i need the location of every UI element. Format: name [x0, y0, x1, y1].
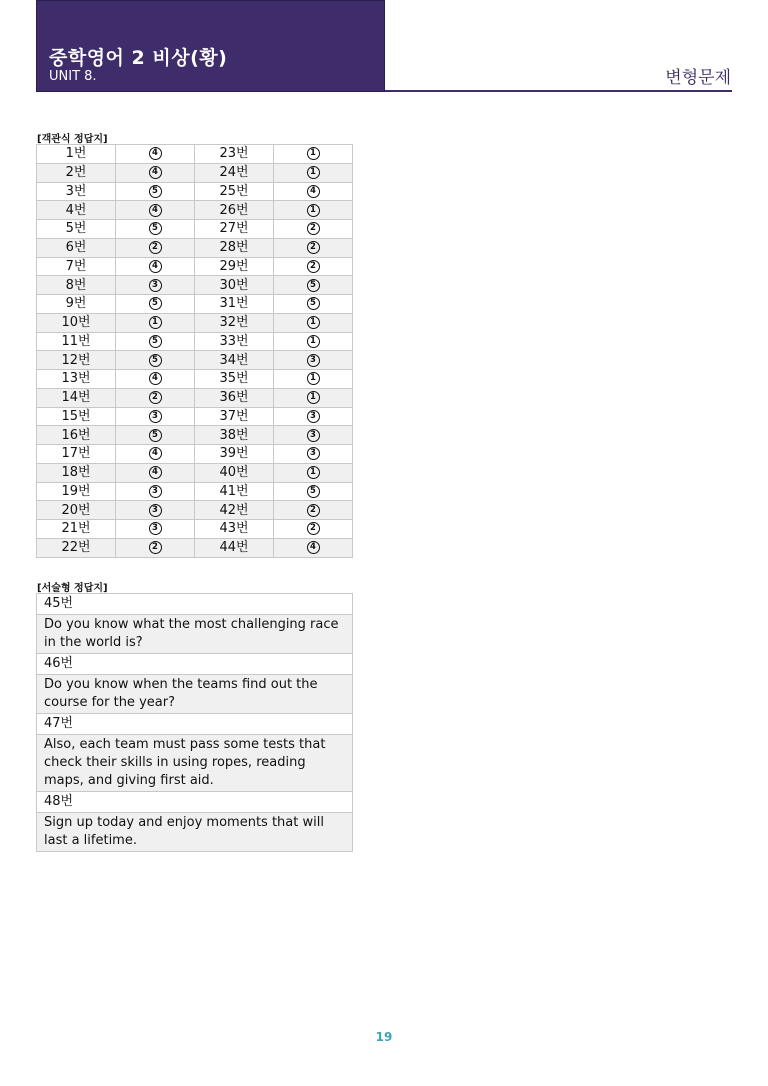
sa-answer-cell: Sign up today and enjoy moments that will last a lifetime.	[37, 813, 353, 852]
sa-number-cell: 46번	[37, 654, 353, 675]
sa-answer-cell: Do you know when the teams find out the course for the year?	[37, 675, 353, 714]
question-number-cell	[195, 501, 274, 520]
answer-choice-cell	[274, 295, 353, 314]
circled-number-icon: 1	[149, 316, 162, 329]
answer-choice-cell	[116, 501, 195, 520]
table-row	[37, 501, 353, 520]
circled-number-icon: 4	[149, 166, 162, 179]
question-label: 8번	[65, 277, 87, 293]
table-row	[37, 201, 353, 220]
circled-number-icon: 3	[149, 485, 162, 498]
answer-choice-cell	[116, 145, 195, 164]
question-label: 5번	[65, 221, 87, 237]
question-number-cell	[195, 463, 274, 482]
question-number-cell	[195, 313, 274, 332]
table-row	[37, 445, 353, 464]
question-label: 43번	[219, 521, 249, 537]
sa-number-row	[37, 714, 353, 735]
table-row	[37, 163, 353, 182]
answer-choice-cell	[116, 201, 195, 220]
question-label: 42번	[219, 502, 249, 518]
answer-choice-cell	[274, 145, 353, 164]
table-row	[37, 482, 353, 501]
circled-number-icon: 5	[149, 297, 162, 310]
sa-answer-cell: Do you know what the most challenging race in the world is?	[37, 615, 353, 654]
question-number-cell	[37, 295, 116, 314]
sa-answer-table	[36, 593, 353, 852]
circled-number-icon: 2	[149, 241, 162, 254]
sa-answer-row	[37, 675, 353, 714]
question-number-cell	[37, 501, 116, 520]
circled-number-icon: 5	[149, 335, 162, 348]
question-number-cell	[37, 388, 116, 407]
question-label: 2번	[65, 165, 87, 181]
question-number-cell	[195, 370, 274, 389]
answer-choice-cell	[116, 276, 195, 295]
circled-number-icon: 2	[307, 241, 320, 254]
question-number-cell	[37, 238, 116, 257]
header-unit: UNIT 8.	[49, 69, 97, 84]
circled-number-icon: 4	[149, 260, 162, 273]
circled-number-icon: 5	[307, 279, 320, 292]
sa-answer-row	[37, 813, 353, 852]
question-label: 33번	[219, 333, 249, 349]
question-number-cell	[195, 407, 274, 426]
circled-number-icon: 3	[307, 354, 320, 367]
question-label: 36번	[219, 390, 249, 406]
table-row	[37, 313, 353, 332]
answer-choice-cell	[274, 220, 353, 239]
answer-choice-cell	[274, 445, 353, 464]
circled-number-icon: 3	[307, 429, 320, 442]
circled-number-icon: 1	[307, 316, 320, 329]
mc-section-label: [객관식 정답지]	[37, 134, 108, 145]
answer-choice-cell	[116, 351, 195, 370]
question-label: 15번	[61, 408, 91, 424]
table-row	[37, 182, 353, 201]
table-row	[37, 332, 353, 351]
question-label: 38번	[219, 427, 249, 443]
question-number-cell	[195, 257, 274, 276]
question-number-cell	[195, 538, 274, 557]
sa-number-cell: 48번	[37, 792, 353, 813]
question-number-cell	[195, 276, 274, 295]
question-number-cell	[37, 163, 116, 182]
answer-choice-cell	[274, 520, 353, 539]
question-number-cell	[195, 332, 274, 351]
table-row	[37, 463, 353, 482]
question-label: 31번	[219, 296, 249, 312]
table-row	[37, 370, 353, 389]
question-label: 24번	[219, 165, 249, 181]
circled-number-icon: 4	[149, 372, 162, 385]
question-number-cell	[37, 520, 116, 539]
question-label: 27번	[219, 221, 249, 237]
answer-choice-cell	[274, 332, 353, 351]
header-right-label: 변형문제	[665, 68, 731, 88]
question-label: 35번	[219, 371, 249, 387]
question-number-cell	[37, 351, 116, 370]
question-number-cell	[37, 201, 116, 220]
question-label: 16번	[61, 427, 91, 443]
question-number-cell	[195, 426, 274, 445]
answer-choice-cell	[274, 463, 353, 482]
answer-choice-cell	[116, 295, 195, 314]
answer-choice-cell	[274, 407, 353, 426]
question-number-cell	[37, 426, 116, 445]
answer-choice-cell	[274, 163, 353, 182]
circled-number-icon: 5	[307, 297, 320, 310]
circled-number-icon: 5	[149, 429, 162, 442]
question-number-cell	[195, 351, 274, 370]
circled-number-icon: 2	[307, 222, 320, 235]
circled-number-icon: 1	[307, 466, 320, 479]
question-number-cell	[37, 332, 116, 351]
circled-number-icon: 1	[307, 204, 320, 217]
question-label: 20번	[61, 502, 91, 518]
table-row	[37, 520, 353, 539]
question-label: 21번	[61, 521, 91, 537]
question-number-cell	[195, 220, 274, 239]
circled-number-icon: 5	[149, 185, 162, 198]
question-label: 28번	[219, 240, 249, 256]
question-label: 34번	[219, 352, 249, 368]
answer-choice-cell	[274, 538, 353, 557]
sa-section-label: [서술형 정답지]	[37, 583, 108, 594]
sa-number-cell: 47번	[37, 714, 353, 735]
circled-number-icon: 4	[149, 447, 162, 460]
answer-choice-cell	[274, 257, 353, 276]
sa-table-body	[37, 594, 353, 852]
question-label: 26번	[219, 202, 249, 218]
answer-choice-cell	[116, 388, 195, 407]
question-label: 13번	[61, 371, 91, 387]
question-number-cell	[37, 220, 116, 239]
table-row	[37, 351, 353, 370]
question-number-cell	[37, 370, 116, 389]
question-number-cell	[195, 520, 274, 539]
question-label: 37번	[219, 408, 249, 424]
answer-choice-cell	[274, 370, 353, 389]
circled-number-icon: 5	[307, 485, 320, 498]
question-label: 39번	[219, 446, 249, 462]
answer-choice-cell	[116, 370, 195, 389]
question-number-cell	[37, 182, 116, 201]
table-row	[37, 276, 353, 295]
question-number-cell	[195, 182, 274, 201]
table-row	[37, 238, 353, 257]
table-row	[37, 388, 353, 407]
answer-choice-cell	[274, 388, 353, 407]
circled-number-icon: 2	[149, 541, 162, 554]
header-banner	[36, 0, 385, 92]
question-label: 40번	[219, 465, 249, 481]
question-number-cell	[37, 482, 116, 501]
question-label: 9번	[65, 296, 87, 312]
circled-number-icon: 1	[307, 166, 320, 179]
question-label: 41번	[219, 483, 249, 499]
question-number-cell	[195, 388, 274, 407]
answer-choice-cell	[116, 407, 195, 426]
circled-number-icon: 2	[307, 504, 320, 517]
question-number-cell	[37, 407, 116, 426]
circled-number-icon: 5	[149, 354, 162, 367]
question-label: 44번	[219, 540, 249, 556]
question-label: 6번	[65, 240, 87, 256]
answer-choice-cell	[274, 313, 353, 332]
sa-number-row	[37, 594, 353, 615]
circled-number-icon: 4	[149, 147, 162, 160]
answer-choice-cell	[116, 482, 195, 501]
sa-number-cell: 45번	[37, 594, 353, 615]
sa-number-row	[37, 654, 353, 675]
question-number-cell	[37, 445, 116, 464]
circled-number-icon: 3	[149, 410, 162, 423]
answer-choice-cell	[274, 351, 353, 370]
question-number-cell	[195, 201, 274, 220]
question-number-cell	[195, 163, 274, 182]
header-divider	[385, 90, 732, 92]
mc-table-body	[37, 145, 353, 558]
question-number-cell	[37, 257, 116, 276]
question-number-cell	[37, 538, 116, 557]
answer-choice-cell	[116, 182, 195, 201]
question-label: 4번	[65, 202, 87, 218]
sa-number-row	[37, 792, 353, 813]
answer-choice-cell	[116, 220, 195, 239]
table-row	[37, 426, 353, 445]
answer-choice-cell	[274, 238, 353, 257]
question-number-cell	[37, 145, 116, 164]
question-label: 23번	[219, 146, 249, 162]
question-number-cell	[195, 445, 274, 464]
table-row	[37, 145, 353, 164]
answer-choice-cell	[116, 538, 195, 557]
question-number-cell	[37, 463, 116, 482]
table-row	[37, 407, 353, 426]
question-label: 10번	[61, 315, 91, 331]
question-label: 18번	[61, 465, 91, 481]
question-number-cell	[195, 482, 274, 501]
question-number-cell	[195, 295, 274, 314]
circled-number-icon: 2	[307, 522, 320, 535]
circled-number-icon: 3	[149, 279, 162, 292]
circled-number-icon: 5	[149, 222, 162, 235]
answer-choice-cell	[116, 163, 195, 182]
table-row	[37, 220, 353, 239]
answer-choice-cell	[274, 276, 353, 295]
question-label: 11번	[61, 333, 91, 349]
question-number-cell	[37, 276, 116, 295]
table-row	[37, 257, 353, 276]
question-label: 12번	[61, 352, 91, 368]
question-label: 19번	[61, 483, 91, 499]
circled-number-icon: 1	[307, 147, 320, 160]
circled-number-icon: 4	[307, 541, 320, 554]
question-number-cell	[195, 145, 274, 164]
answer-choice-cell	[116, 257, 195, 276]
question-label: 30번	[219, 277, 249, 293]
table-row	[37, 295, 353, 314]
circled-number-icon: 3	[149, 522, 162, 535]
question-label: 25번	[219, 183, 249, 199]
question-label: 32번	[219, 315, 249, 331]
answer-choice-cell	[274, 501, 353, 520]
circled-number-icon: 4	[307, 185, 320, 198]
answer-choice-cell	[116, 445, 195, 464]
circled-number-icon: 4	[149, 204, 162, 217]
sa-answer-row	[37, 735, 353, 792]
answer-choice-cell	[274, 482, 353, 501]
answer-choice-cell	[116, 520, 195, 539]
circled-number-icon: 2	[149, 391, 162, 404]
answer-choice-cell	[274, 426, 353, 445]
answer-choice-cell	[116, 238, 195, 257]
question-label: 29번	[219, 258, 249, 274]
header-title: 중학영어 2 비상(황)	[49, 47, 228, 69]
mc-answer-table	[36, 144, 353, 558]
circled-number-icon: 3	[307, 447, 320, 460]
sa-answer-row	[37, 615, 353, 654]
question-number-cell	[195, 238, 274, 257]
circled-number-icon: 1	[307, 372, 320, 385]
answer-choice-cell	[116, 426, 195, 445]
question-label: 14번	[61, 390, 91, 406]
question-label: 3번	[65, 183, 87, 199]
sa-answer-cell: Also, each team must pass some tests that check their skills in using ropes, reading maps, and giving first aid.	[37, 735, 353, 792]
circled-number-icon: 4	[149, 466, 162, 479]
question-label: 7번	[65, 258, 87, 274]
answer-choice-cell	[274, 182, 353, 201]
question-label: 17번	[61, 446, 91, 462]
circled-number-icon: 3	[307, 410, 320, 423]
page-number: 19	[375, 1030, 393, 1044]
answer-choice-cell	[116, 313, 195, 332]
answer-choice-cell	[116, 332, 195, 351]
circled-number-icon: 1	[307, 335, 320, 348]
answer-choice-cell	[274, 201, 353, 220]
circled-number-icon: 1	[307, 391, 320, 404]
question-number-cell	[37, 313, 116, 332]
question-label: 1번	[65, 146, 87, 162]
question-label: 22번	[61, 540, 91, 556]
circled-number-icon: 2	[307, 260, 320, 273]
answer-choice-cell	[116, 463, 195, 482]
circled-number-icon: 3	[149, 504, 162, 517]
table-row	[37, 538, 353, 557]
